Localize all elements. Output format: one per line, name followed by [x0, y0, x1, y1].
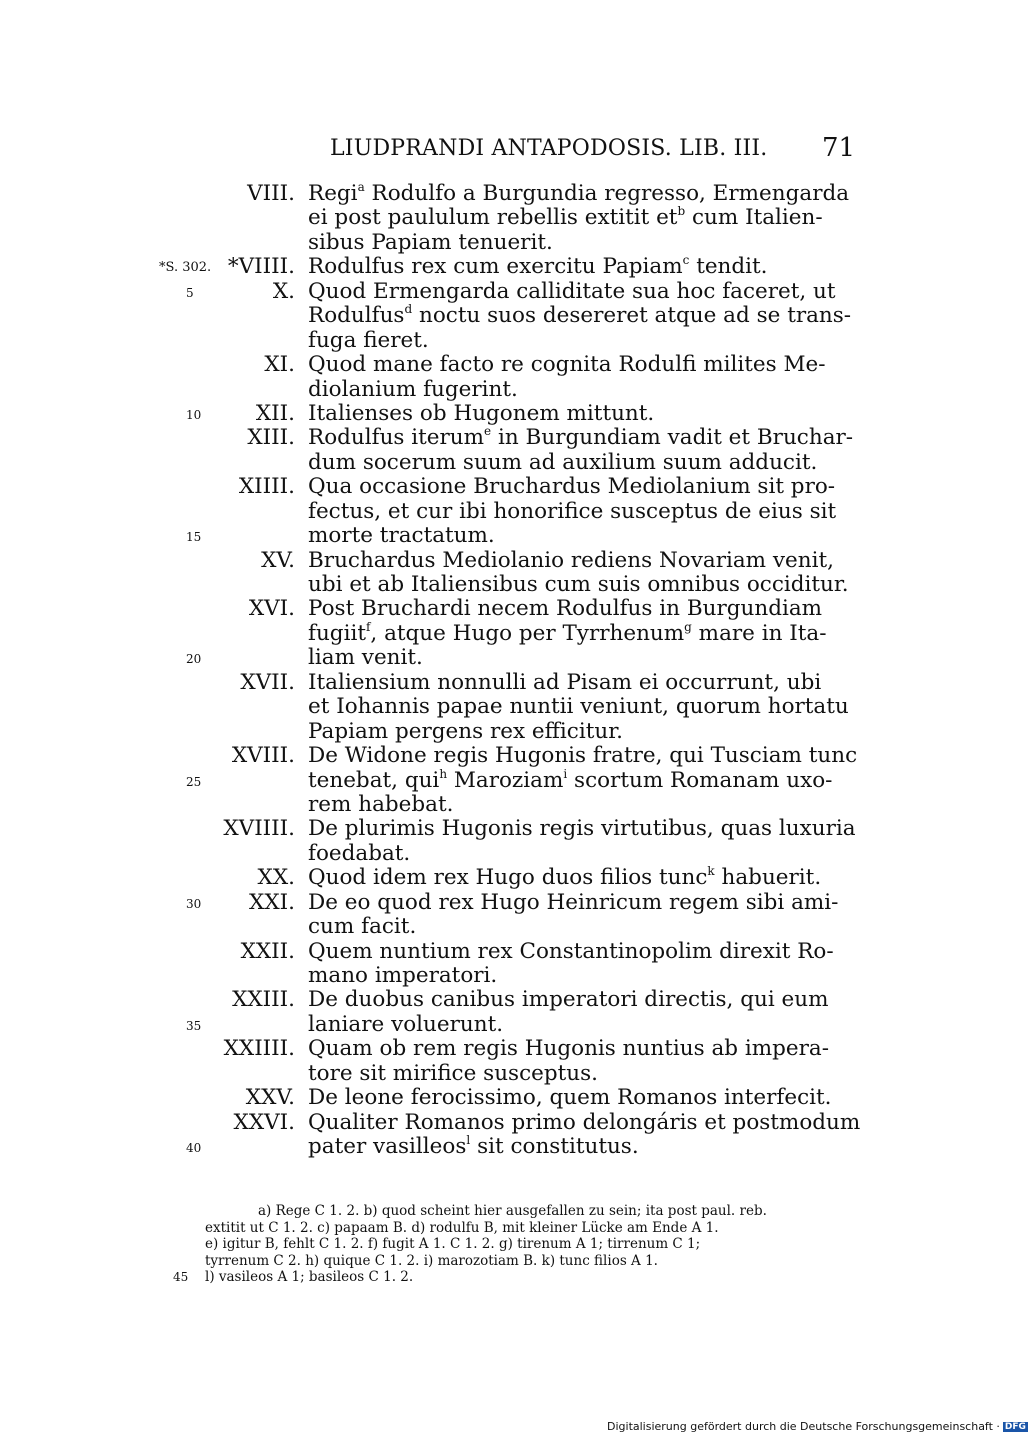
footnote-marker: a: [357, 180, 365, 194]
chapter-numeral: XIIII.: [238, 474, 295, 500]
footnote-marker: b: [677, 204, 686, 219]
margin-page-reference: *S. 302.: [159, 260, 212, 276]
line-number: 45: [173, 1270, 189, 1285]
line-text: [308, 451, 817, 475]
text-segment: in Burgundiam vadit et Bruchar-: [491, 425, 854, 451]
line-text: [308, 475, 835, 499]
line-text: [308, 744, 857, 768]
footnote-text: extitit ut C 1. 2. c) papaam B. d) rodulfu B, mit kleiner Lücke am Ende A 1.: [205, 1219, 719, 1236]
line-text: [308, 402, 654, 426]
chapter-numeral: XIII.: [247, 425, 295, 451]
text-segment: pater vasilleos: [308, 1134, 467, 1160]
text-line: [0, 353, 1000, 377]
line-text: [308, 524, 495, 548]
text-segment: Quod idem rex Hugo duos filios tunc: [308, 865, 708, 891]
text-line: [0, 891, 1000, 915]
text-segment: fuga fieret.: [308, 327, 429, 353]
text-line: [0, 451, 1000, 475]
line-text: [308, 1037, 829, 1061]
chapter-numeral: XII.: [255, 400, 295, 426]
text-segment: De duobus canibus imperatori directis, qui eum: [308, 987, 829, 1013]
footnote-text: tyrrenum C 2. h) quique C 1. 2. i) marozotiam B. k) tunc filios A 1.: [205, 1252, 658, 1269]
chapter-numeral: VIII.: [247, 181, 295, 206]
text-line: [0, 475, 1000, 499]
text-line: [0, 231, 1000, 255]
line-text: [308, 619, 827, 646]
line-text: [308, 766, 833, 793]
text-segment: De Widone regis Hugonis fratre, qui Tusciam tunc: [308, 743, 858, 769]
text-segment: cum facit.: [308, 914, 417, 940]
text-line: [0, 1013, 1000, 1037]
line-text: [308, 964, 497, 988]
text-segment: Rodulfo a Burgundia regresso, Ermengarda: [364, 181, 850, 206]
line-text: [308, 329, 429, 353]
text-segment: fectus, et cur ibi honorifice susceptus de eius sit: [308, 498, 837, 524]
chapter-entry: [0, 426, 1000, 475]
chapter-entry: [0, 817, 1000, 866]
text-segment: Quam ob rem regis Hugonis nuntius ab impera-: [308, 1036, 829, 1062]
footnote-marker: e: [484, 424, 492, 439]
text-line: [0, 500, 1000, 524]
line-number: 25: [186, 774, 202, 789]
line-text: [308, 597, 822, 621]
digitization-credit: [607, 1420, 1028, 1433]
line-text: [308, 1086, 832, 1110]
chapter-entry: [0, 597, 1000, 670]
footnote-marker: g: [684, 619, 692, 634]
text-segment: , atque Hugo per Tyrrhenum: [370, 620, 685, 646]
chapter-entry: [0, 549, 1000, 598]
line-number: 5: [186, 285, 194, 300]
footnote-marker: f: [365, 619, 371, 634]
chapter-entry: [0, 1037, 1000, 1086]
text-line: [0, 940, 1000, 964]
line-text: [308, 842, 410, 866]
text-segment: Regi: [308, 181, 358, 206]
chapter-numeral: XXIII.: [232, 987, 295, 1013]
text-segment: foedabat.: [308, 840, 411, 866]
text-segment: habuerit.: [714, 865, 822, 891]
chapter-numeral: XVI.: [248, 596, 295, 622]
chapter-numeral: X.: [272, 278, 295, 304]
line-text: [308, 280, 836, 304]
line-text: [308, 671, 821, 695]
line-number: 40: [186, 1141, 202, 1156]
chapter-numeral: XX.: [257, 865, 295, 891]
text-line: [0, 426, 1000, 450]
line-text: [308, 915, 416, 939]
line-text: [308, 1111, 860, 1135]
footnote-line: [0, 1203, 1000, 1220]
text-segment: Papiam pergens rex efficitur.: [308, 718, 623, 744]
chapter-numeral: XV.: [261, 547, 295, 573]
chapter-numeral: XXII.: [240, 938, 295, 964]
chapter-numeral: XVII.: [240, 669, 295, 695]
text-line: [0, 671, 1000, 695]
footnote-marker: i: [563, 766, 568, 781]
line-text: [308, 255, 768, 279]
line-number: 35: [186, 1018, 202, 1033]
footnote-line: [0, 1253, 1000, 1270]
text-line: [0, 1062, 1000, 1086]
text-line: [0, 1135, 1000, 1159]
text-line: [0, 793, 1000, 817]
line-text: [308, 695, 849, 719]
line-text: [308, 817, 856, 841]
text-line: [0, 988, 1000, 1012]
line-text: [308, 378, 518, 402]
chapter-numeral: XXIIII.: [223, 1036, 295, 1062]
text-segment: Rodulfus: [308, 303, 405, 329]
chapter-entry: [0, 1086, 1000, 1110]
text-line: [0, 304, 1000, 328]
chapter-entry: [0, 940, 1000, 989]
line-text: [308, 720, 623, 744]
text-segment: Rodulfus rex cum exercitu Papiam: [308, 254, 683, 280]
line-text: [308, 231, 553, 255]
text-line: [0, 720, 1000, 744]
footnotes: [0, 1203, 1000, 1286]
chapter-entry: [0, 182, 1000, 255]
text-segment: Qua occasione Bruchardus Mediolanium sit pro-: [308, 474, 836, 500]
chapter-entry: [0, 866, 1000, 890]
text-segment: morte tractatum.: [308, 523, 495, 549]
chapter-entry: [0, 255, 1000, 279]
text-segment: De leone ferocissimo, quem Romanos interfecit.: [308, 1085, 832, 1111]
line-text: [308, 500, 836, 524]
text-segment: Quod mane facto re cognita Rodulfi milites Me-: [308, 352, 826, 378]
chapter-numeral: XVIIII.: [223, 816, 295, 842]
text-segment: scortum Romanam uxo-: [567, 767, 833, 793]
chapter-numeral: XXI.: [249, 889, 295, 915]
dfg-logo: DFG: [1004, 1422, 1026, 1432]
line-text: [308, 1062, 598, 1086]
text-line: [0, 573, 1000, 597]
line-text: [308, 793, 453, 817]
text-segment: Bruchardus Mediolanio rediens Novariam venit,: [308, 547, 834, 573]
text-segment: De eo quod rex Hugo Heinricum regem sibi ami-: [308, 889, 839, 915]
footnote-marker: d: [404, 302, 413, 317]
chapter-numeral: *VIIII.: [227, 254, 295, 280]
text-segment: mano imperatori.: [308, 963, 498, 988]
text-segment: De plurimis Hugonis regis virtutibus, quas luxuria: [308, 816, 856, 842]
line-text: [308, 646, 423, 670]
text-segment: laniare voluerunt.: [308, 1011, 504, 1037]
text-segment: tore sit mirifice susceptus.: [308, 1060, 598, 1086]
line-text: [308, 206, 823, 230]
text-segment: ubi et ab Italiensibus cum suis omnibus occiditur.: [308, 572, 849, 597]
chapter-entry: [0, 671, 1000, 744]
text-segment: Quem nuntium rex Constantinopolim direxit Ro-: [308, 938, 834, 964]
chapter-entry: [0, 744, 1000, 817]
text-segment: diolanium fugerint.: [308, 376, 518, 402]
text-segment: mare in Ita-: [691, 620, 827, 646]
chapter-entry: [0, 353, 1000, 402]
chapter-numeral: XXVI.: [233, 1109, 295, 1135]
text-line: [0, 597, 1000, 621]
line-text: [308, 940, 834, 964]
footnote-line: [0, 1236, 1000, 1253]
text-segment: Rodulfus iterum: [308, 425, 485, 451]
text-segment: Post Bruchardi necem Rodulfus in Burgundiam: [308, 596, 823, 622]
text-segment: dum socerum suum ad auxilium suum adducit.: [308, 449, 818, 475]
line-number: 15: [186, 530, 202, 545]
chapter-entry: [0, 475, 1000, 548]
chapter-entry: [0, 1111, 1000, 1160]
text-line: [0, 280, 1000, 304]
chapter-entry: [0, 280, 1000, 353]
chapter-list: [0, 182, 1000, 1160]
text-segment: fugiit: [308, 620, 366, 646]
footnote-marker: h: [439, 766, 448, 781]
text-line: [0, 1037, 1000, 1061]
text-segment: Quod Ermengarda calliditate sua hoc faceret, ut: [308, 278, 836, 304]
chapter-numeral: XXV.: [245, 1085, 295, 1111]
text-segment: sibus Papiam tenuerit.: [308, 229, 553, 255]
text-line: [0, 182, 1000, 206]
line-number: 20: [186, 652, 202, 667]
footnote-marker: k: [707, 864, 715, 879]
text-line: [0, 817, 1000, 841]
line-number: 10: [186, 407, 202, 422]
text-line: [0, 744, 1000, 768]
chapter-entry: [0, 891, 1000, 940]
footnote-line: [0, 1220, 1000, 1237]
text-segment: rem habebat.: [308, 791, 454, 817]
text-line: [0, 619, 1000, 646]
line-text: [308, 988, 828, 1012]
text-segment: tenebat, qui: [308, 767, 440, 793]
text-line: [0, 329, 1000, 353]
text-line: [0, 866, 1000, 890]
footnote-text: l) vasileos A 1; basileos C 1. 2.: [205, 1269, 414, 1286]
line-text: [308, 1013, 503, 1037]
text-segment: tendit.: [689, 254, 768, 280]
text-segment: cum Italien-: [685, 205, 823, 231]
text-segment: ei post paululum rebellis extitit et: [308, 205, 678, 231]
text-line: [0, 1111, 1000, 1135]
text-segment: noctu suos desereret atque ad se trans-: [412, 303, 852, 329]
text-line: [0, 915, 1000, 939]
line-text: [308, 353, 826, 377]
text-line: [0, 378, 1000, 402]
line-text: [308, 866, 821, 890]
credit-text: Digitalisierung gefördert durch die Deutsche Forschungsgemeinschaft ·: [607, 1420, 1000, 1433]
line-text: [308, 304, 851, 328]
text-line: [0, 549, 1000, 573]
text-segment: et Iohannis papae nuntii veniunt, quorum hortatu: [308, 694, 849, 720]
line-number: 30: [186, 896, 202, 911]
text-line: [0, 964, 1000, 988]
text-line: [0, 766, 1000, 793]
text-line: [0, 695, 1000, 719]
text-line: [0, 255, 1000, 279]
chapter-entry: [0, 402, 1000, 426]
text-segment: liam venit.: [308, 645, 423, 671]
text-line: [0, 206, 1000, 230]
line-text: [308, 549, 834, 573]
line-text: [308, 573, 849, 597]
text-segment: sit constitutus.: [470, 1134, 639, 1160]
text-line: [0, 402, 1000, 426]
text-line: [0, 842, 1000, 866]
running-title: LIUDPRANDI ANTAPODOSIS. LIB. III.: [330, 136, 768, 161]
line-text: [308, 426, 853, 450]
line-text: [308, 182, 849, 206]
footnote-marker: c: [682, 253, 690, 268]
chapter-entry: [0, 988, 1000, 1037]
footnote-text: a) Rege C 1. 2. b) quod scheint hier ausgefallen zu sein; ita post paul. reb.: [258, 1203, 767, 1219]
footnote-marker: l: [466, 1133, 471, 1148]
footnote-line: [0, 1269, 1000, 1286]
chapter-numeral: XVIII.: [231, 743, 295, 769]
chapter-numeral: XI.: [264, 352, 295, 378]
text-segment: Maroziam: [447, 767, 564, 793]
page-number: 71: [822, 133, 856, 163]
line-text: [308, 891, 838, 915]
text-segment: Italiensium nonnulli ad Pisam ei occurrunt, ubi: [308, 669, 822, 695]
text-line: [0, 646, 1000, 670]
line-text: [308, 1135, 639, 1159]
text-line: [0, 524, 1000, 548]
footnote-text: e) igitur B, fehlt C 1. 2. f) fugit A 1. C 1. 2. g) tirenum A 1; tirrenum C 1;: [205, 1236, 701, 1253]
text-line: [0, 1086, 1000, 1110]
text-segment: Italienses ob Hugonem mittunt.: [308, 400, 655, 426]
text-segment: Qualiter Romanos primo delongáris et postmodum: [308, 1109, 861, 1135]
